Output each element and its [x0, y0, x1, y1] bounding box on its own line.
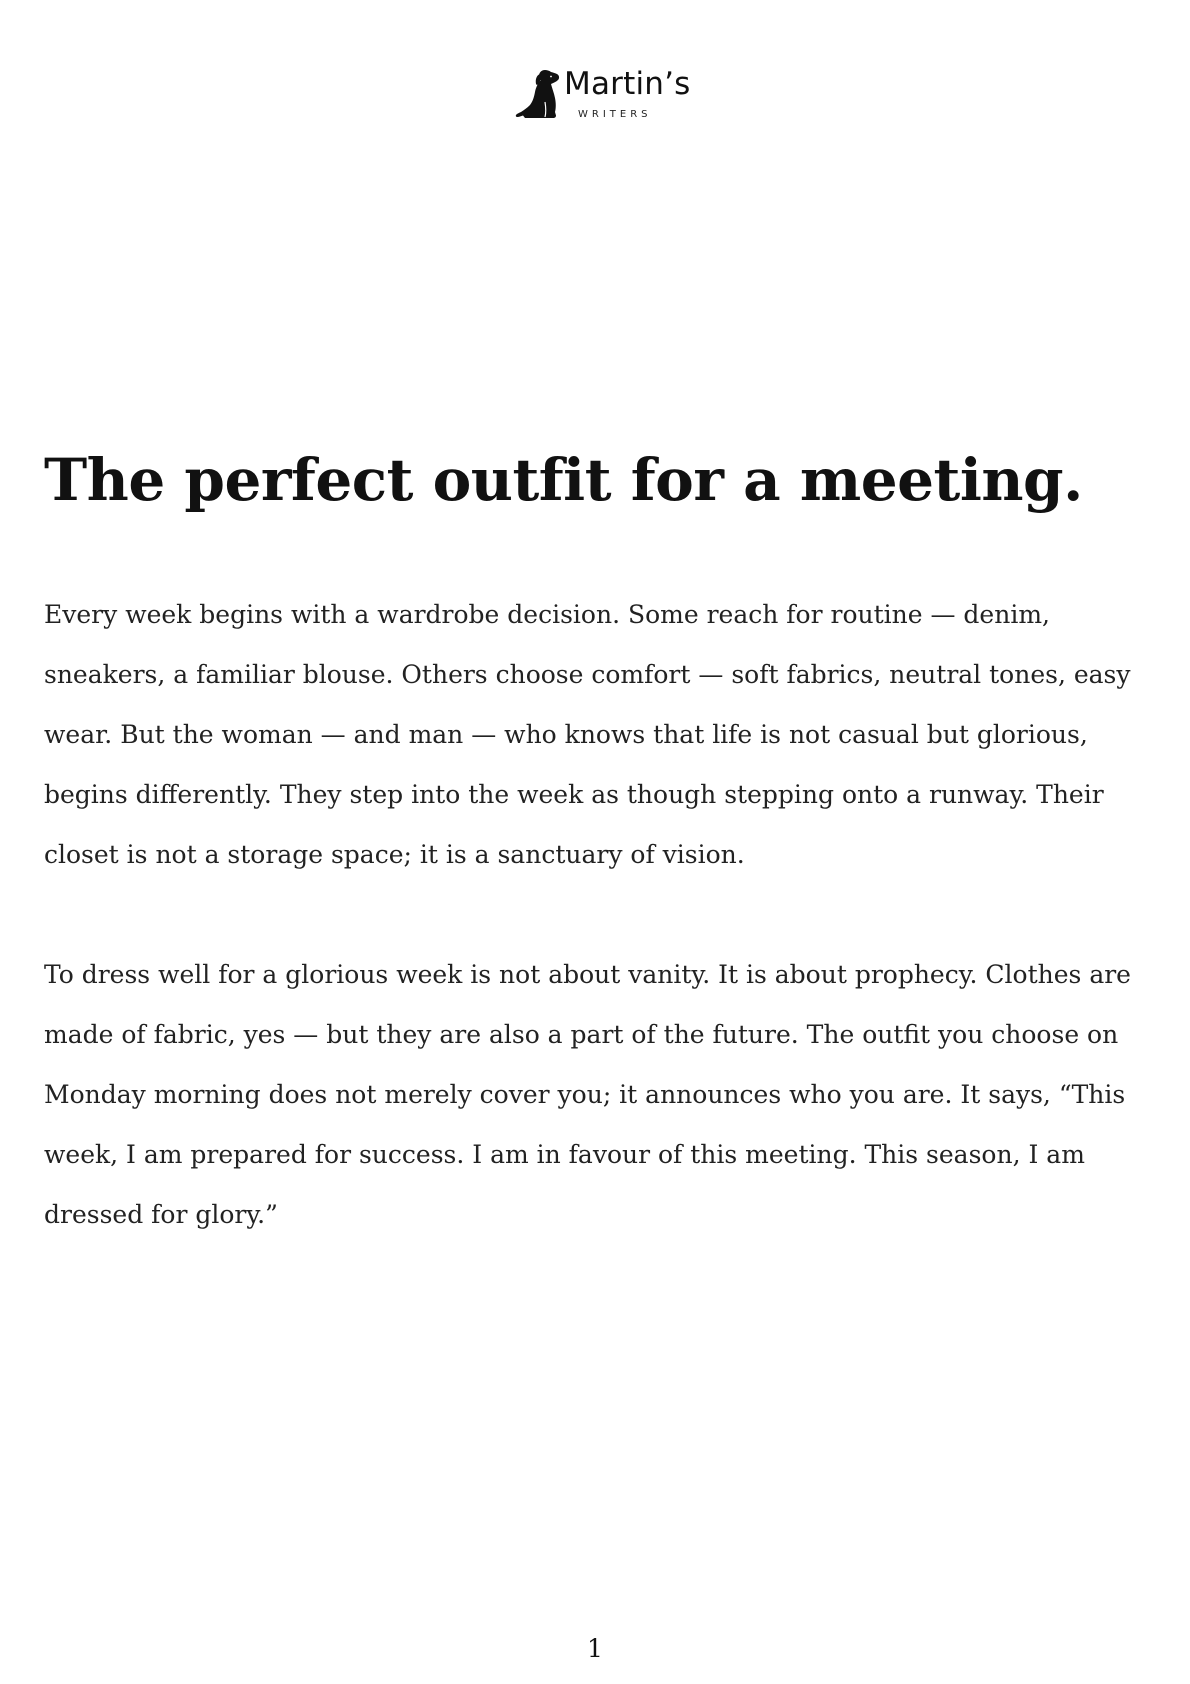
page-number: 1 [587, 1634, 603, 1663]
brand-logo [515, 66, 691, 122]
dog-icon [515, 68, 563, 120]
paragraph-1: Every week begins with a wardrobe decision. Some reach for routine — denim, sneakers, a familiar blouse. Others choose comfort — soft fabrics, neutral tones, easy wear. But the woman — and man — who knows that life is not casual but glorious, begins differently. They step into the week as though stepping onto a runway. Their closet is not a storage space; it is a sanctuary of vision. [44, 600, 1131, 869]
article-title: The perfect outfit for a meeting. [44, 446, 1083, 514]
brand-subtitle: WRITERS [578, 109, 652, 120]
brand-name: Martin’s [564, 66, 691, 102]
paragraph-2: To dress well for a glorious week is not about vanity. It is about prophecy. Clothes are made of fabric, yes — but they are also a part of the future. The outfit you choose on Monday morning does not merely cover you; it announces who you are. It says, “This week, I am prepared for success. I am in favour of this meeting. This season, I am dressed for glory.” [44, 960, 1131, 1229]
